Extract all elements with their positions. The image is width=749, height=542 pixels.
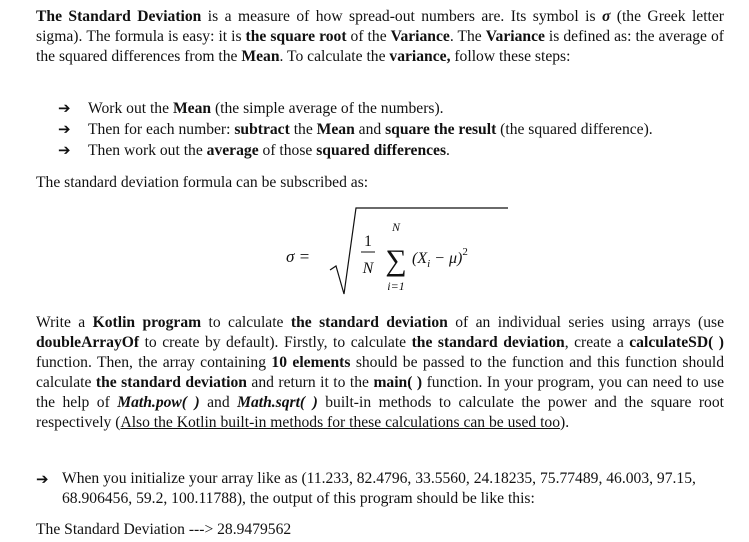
sum-symbol: ∑ xyxy=(385,244,407,277)
step-text: . xyxy=(446,142,450,159)
formula-term xyxy=(412,246,468,270)
task-text: to calculate xyxy=(201,314,291,331)
task-paragraph xyxy=(36,313,724,433)
step-text: Work out the xyxy=(88,100,173,117)
task-text: to create by default). Firstly, to calculate xyxy=(139,334,412,351)
arrow-right-icon: ➔ xyxy=(58,120,71,138)
intro-bold: variance, xyxy=(389,48,451,65)
task-bold: the standard deviation xyxy=(290,314,448,331)
intro-bold: Variance xyxy=(485,28,545,45)
step-bold: Mean xyxy=(316,121,355,138)
task-text: , create a xyxy=(564,334,630,351)
step-text: (the simple average of the numbers). xyxy=(211,100,444,117)
step-text: and xyxy=(354,121,386,138)
step-text: (the squared difference). xyxy=(496,121,653,138)
arrow-right-icon: ➔ xyxy=(36,470,49,488)
task-text: function. In your program, you can need to use the help of xyxy=(36,374,724,411)
note-text: When you initialize your array like as (11.233, 82.4796, 33.5560, 24.18235, 75.77489, 46.003, 97.15, 68.906456, 59.2, 100.11788), the output of this program should be like this: xyxy=(62,470,696,507)
intro-title: The Standard Deviation xyxy=(36,8,202,25)
task-bold-italic: Math.pow( ) xyxy=(117,394,200,411)
term-x: (X xyxy=(412,250,428,267)
list-item xyxy=(58,119,726,140)
list-item xyxy=(58,140,726,161)
task-bold: doubleArrayOf xyxy=(36,334,140,351)
std-deviation-formula xyxy=(286,204,516,300)
fraction-numerator: 1 xyxy=(364,233,372,250)
term-superscript: 2 xyxy=(462,246,468,258)
term-subscript: i xyxy=(427,258,431,270)
step-bold: subtract xyxy=(234,121,290,138)
intro-text: is defined as: the average of the squared differences from the xyxy=(36,28,724,65)
step-text: of those xyxy=(258,142,317,159)
list-item xyxy=(58,98,726,119)
sum-upper-limit: N xyxy=(391,220,401,234)
intro-bold: the square root xyxy=(245,28,347,45)
arrow-right-icon: ➔ xyxy=(58,99,71,117)
task-underlined: Also the Kotlin built-in methods for these calculations can be used too xyxy=(120,414,561,431)
note-item xyxy=(36,469,724,509)
task-text: and xyxy=(199,394,238,411)
task-bold-italic: Math.sqrt( ) xyxy=(237,394,318,411)
task-bold: the standard deviation xyxy=(411,334,565,351)
step-text: Then for each number: xyxy=(88,121,235,138)
step-text: the xyxy=(289,121,317,138)
intro-bold: Mean xyxy=(241,48,280,65)
step-bold: squared differences xyxy=(316,142,447,159)
step-bold: square the result xyxy=(385,121,497,138)
intro-bold: Variance xyxy=(390,28,450,45)
sigma-symbol: σ xyxy=(601,8,611,25)
task-text: of an individual series using arrays (use xyxy=(447,314,724,331)
intro-text: of the xyxy=(346,28,391,45)
task-text: built-in methods to calculate the power and the square root respectively ( xyxy=(36,394,724,431)
step-text: Then work out the xyxy=(88,142,207,159)
task-bold: calculateSD( ) xyxy=(629,334,724,351)
task-text: should be passed to the function and this function should calculate xyxy=(36,354,724,391)
fraction-denominator: N xyxy=(362,260,374,277)
intro-paragraph xyxy=(36,7,724,67)
steps-list xyxy=(58,98,726,161)
intro-text: is a measure of how spread-out numbers are. Its symbol is xyxy=(201,8,602,25)
intro-text: . To calculate the xyxy=(279,48,390,65)
intro-text: . The xyxy=(449,28,486,45)
intro-text: (the Greek letter sigma). The formula is easy: it is xyxy=(36,8,724,45)
step-bold: average xyxy=(206,142,259,159)
intro-text: follow these steps: xyxy=(450,48,571,65)
step-bold: Mean xyxy=(172,100,212,117)
task-text: and return it to the xyxy=(246,374,374,391)
formula-intro: The standard deviation formula can be subscribed as: xyxy=(36,174,369,191)
task-bold: main( ) xyxy=(373,374,423,391)
task-text: function. Then, the array containing xyxy=(36,354,272,371)
output-line: The Standard Deviation ---> 28.9479562 xyxy=(36,521,292,538)
arrow-right-icon: ➔ xyxy=(58,141,71,159)
sum-lower-limit: i=1 xyxy=(387,279,405,293)
task-bold: Kotlin program xyxy=(92,314,202,331)
task-bold: 10 elements xyxy=(271,354,351,371)
formula-lhs: σ = xyxy=(286,247,311,266)
task-bold: the standard deviation xyxy=(95,374,247,391)
task-text: Write a xyxy=(36,314,93,331)
term-rest: − μ) xyxy=(430,250,463,267)
task-text: ). xyxy=(560,414,570,431)
